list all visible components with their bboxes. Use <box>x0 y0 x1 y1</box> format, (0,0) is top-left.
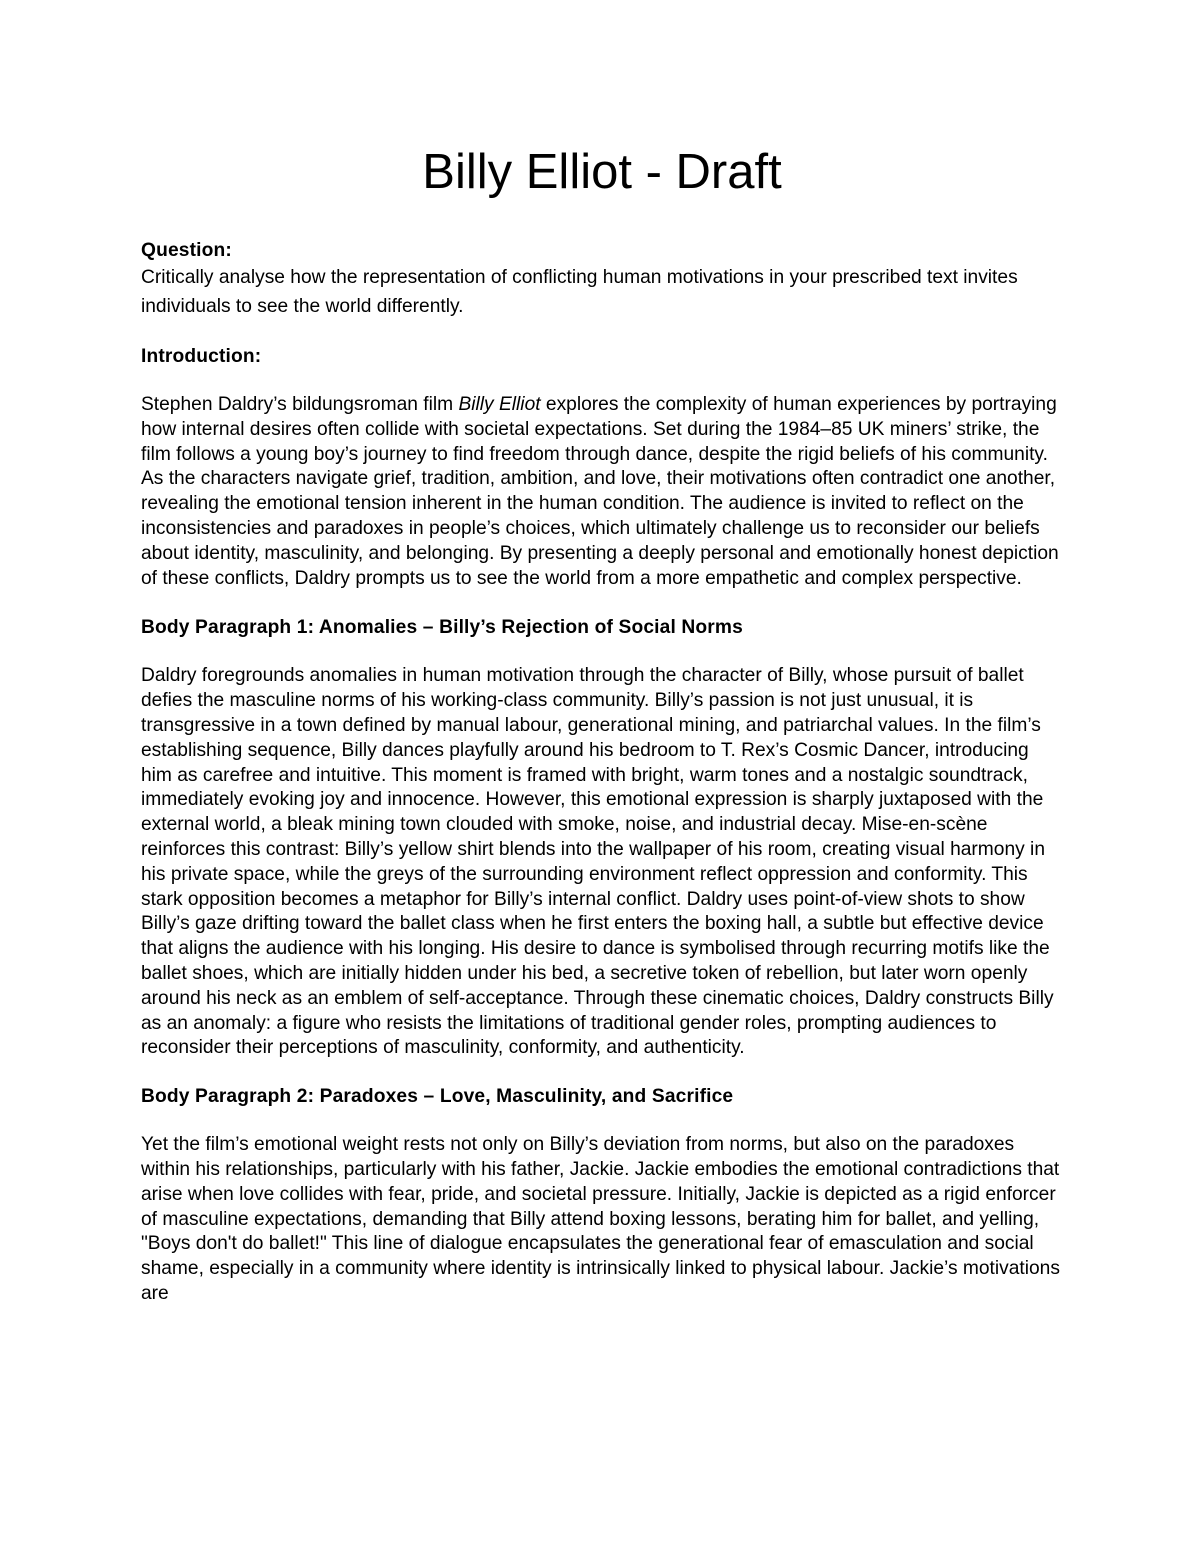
body-paragraph-2-heading: Body Paragraph 2: Paradoxes – Love, Masculinity, and Sacrifice <box>141 1086 734 1108</box>
introduction-paragraph <box>141 393 1063 591</box>
introduction-section <box>141 344 1063 591</box>
question-heading: Question: <box>141 240 232 261</box>
question-section <box>141 238 1063 321</box>
introduction-text-start: Stephen Daldry’s bildungsroman film <box>141 394 459 415</box>
body-paragraph-2-section <box>141 1084 1063 1307</box>
body-paragraph-2-text: Yet the film’s emotional weight rests not only on Billy’s deviation from norms, but also on the paradoxes within his relationships, particularly with his father, Jackie. Jackie embodies the emotional contradictions that arise when love collides with fear, pride, and societal pressure. Initially, Jackie is depicted as a rigid enforcer of masculine expectations, demanding that Billy attend boxing lessons, berating him for ballet, and yelling, "Boys don't do ballet!" This line of dialogue encapsulates the generational fear of emasculation and social shame, especially in a community where identity is intrinsically linked to physical labour. Jackie’s motivations are <box>141 1134 1060 1304</box>
body-paragraph-1-text: Daldry foregrounds anomalies in human motivation through the character of Billy, whose pursuit of ballet defies the masculine norms of his working-class community. Billy’s passion is not just unusual, it is transgressive in a town defined by manual labour, generational mining, and patriarchal values. In the film’s establishing sequence, Billy dances playfully around his bedroom to T. Rex’s Cosmic Dancer, introducing him as carefree and intuitive. This moment is framed with bright, warm tones and a nostalgic soundtrack, immediately evoking joy and innocence. However, this emotional expression is sharply juxtaposed with the external world, a bleak mining town clouded with smoke, noise, and industrial decay. Mise-en-scène reinforces this contrast: Billy’s yellow shirt blends into the wallpaper of his room, creating visual harmony in his private space, while the greys of the surrounding environment reflect oppression and conformity. This stark opposition becomes a metaphor for Billy’s internal conflict. Daldry uses point-of-view shots to show Billy’s gaze drifting toward the ballet class when he first enters the boxing hall, a subtle but effective device that aligns the audience with his longing. His desire to dance is symbolised through recurring motifs like the ballet shoes, which are initially hidden under his bed, a secretive token of rebellion, but later worn openly around his neck as an emblem of self-acceptance. Through these cinematic choices, Daldry constructs Billy as an anomaly: a figure who resists the limitations of traditional gender roles, prompting audiences to reconsider their perceptions of masculinity, conformity, and authenticity. <box>141 665 1054 1059</box>
document-content <box>141 140 1063 1307</box>
introduction-text-end: explores the complexity of human experiences by portraying how internal desires often collide with societal expectations. Set during the 1984–85 UK miners’ strike, the film follows a young boy’s journey to find freedom through dance, despite the rigid beliefs of his community. As the characters navigate grief, tradition, ambition, and love, their motivations often contradict one another, revealing the emotional tension inherent in the human condition. The audience is invited to reflect on the inconsistencies and paradoxes in people’s choices, which ultimately challenge us to reconsider our beliefs about identity, masculinity, and belonging. By presenting a deeply personal and emotionally honest depiction of these conflicts, Daldry prompts us to see the world from a more empathetic and complex perspective. <box>141 394 1059 589</box>
question-text: Critically analyse how the representation of conflicting human motivations in your prescribed text invites individuals to see the world differently. <box>141 267 1018 317</box>
introduction-heading: Introduction: <box>141 346 262 367</box>
document-title: Billy Elliot - Draft <box>422 145 782 199</box>
body-paragraph-1-section <box>141 615 1063 1061</box>
film-title-italic: Billy Elliot <box>458 394 541 415</box>
body-paragraph-1-heading: Body Paragraph 1: Anomalies – Billy’s Rejection of Social Norms <box>141 617 743 639</box>
